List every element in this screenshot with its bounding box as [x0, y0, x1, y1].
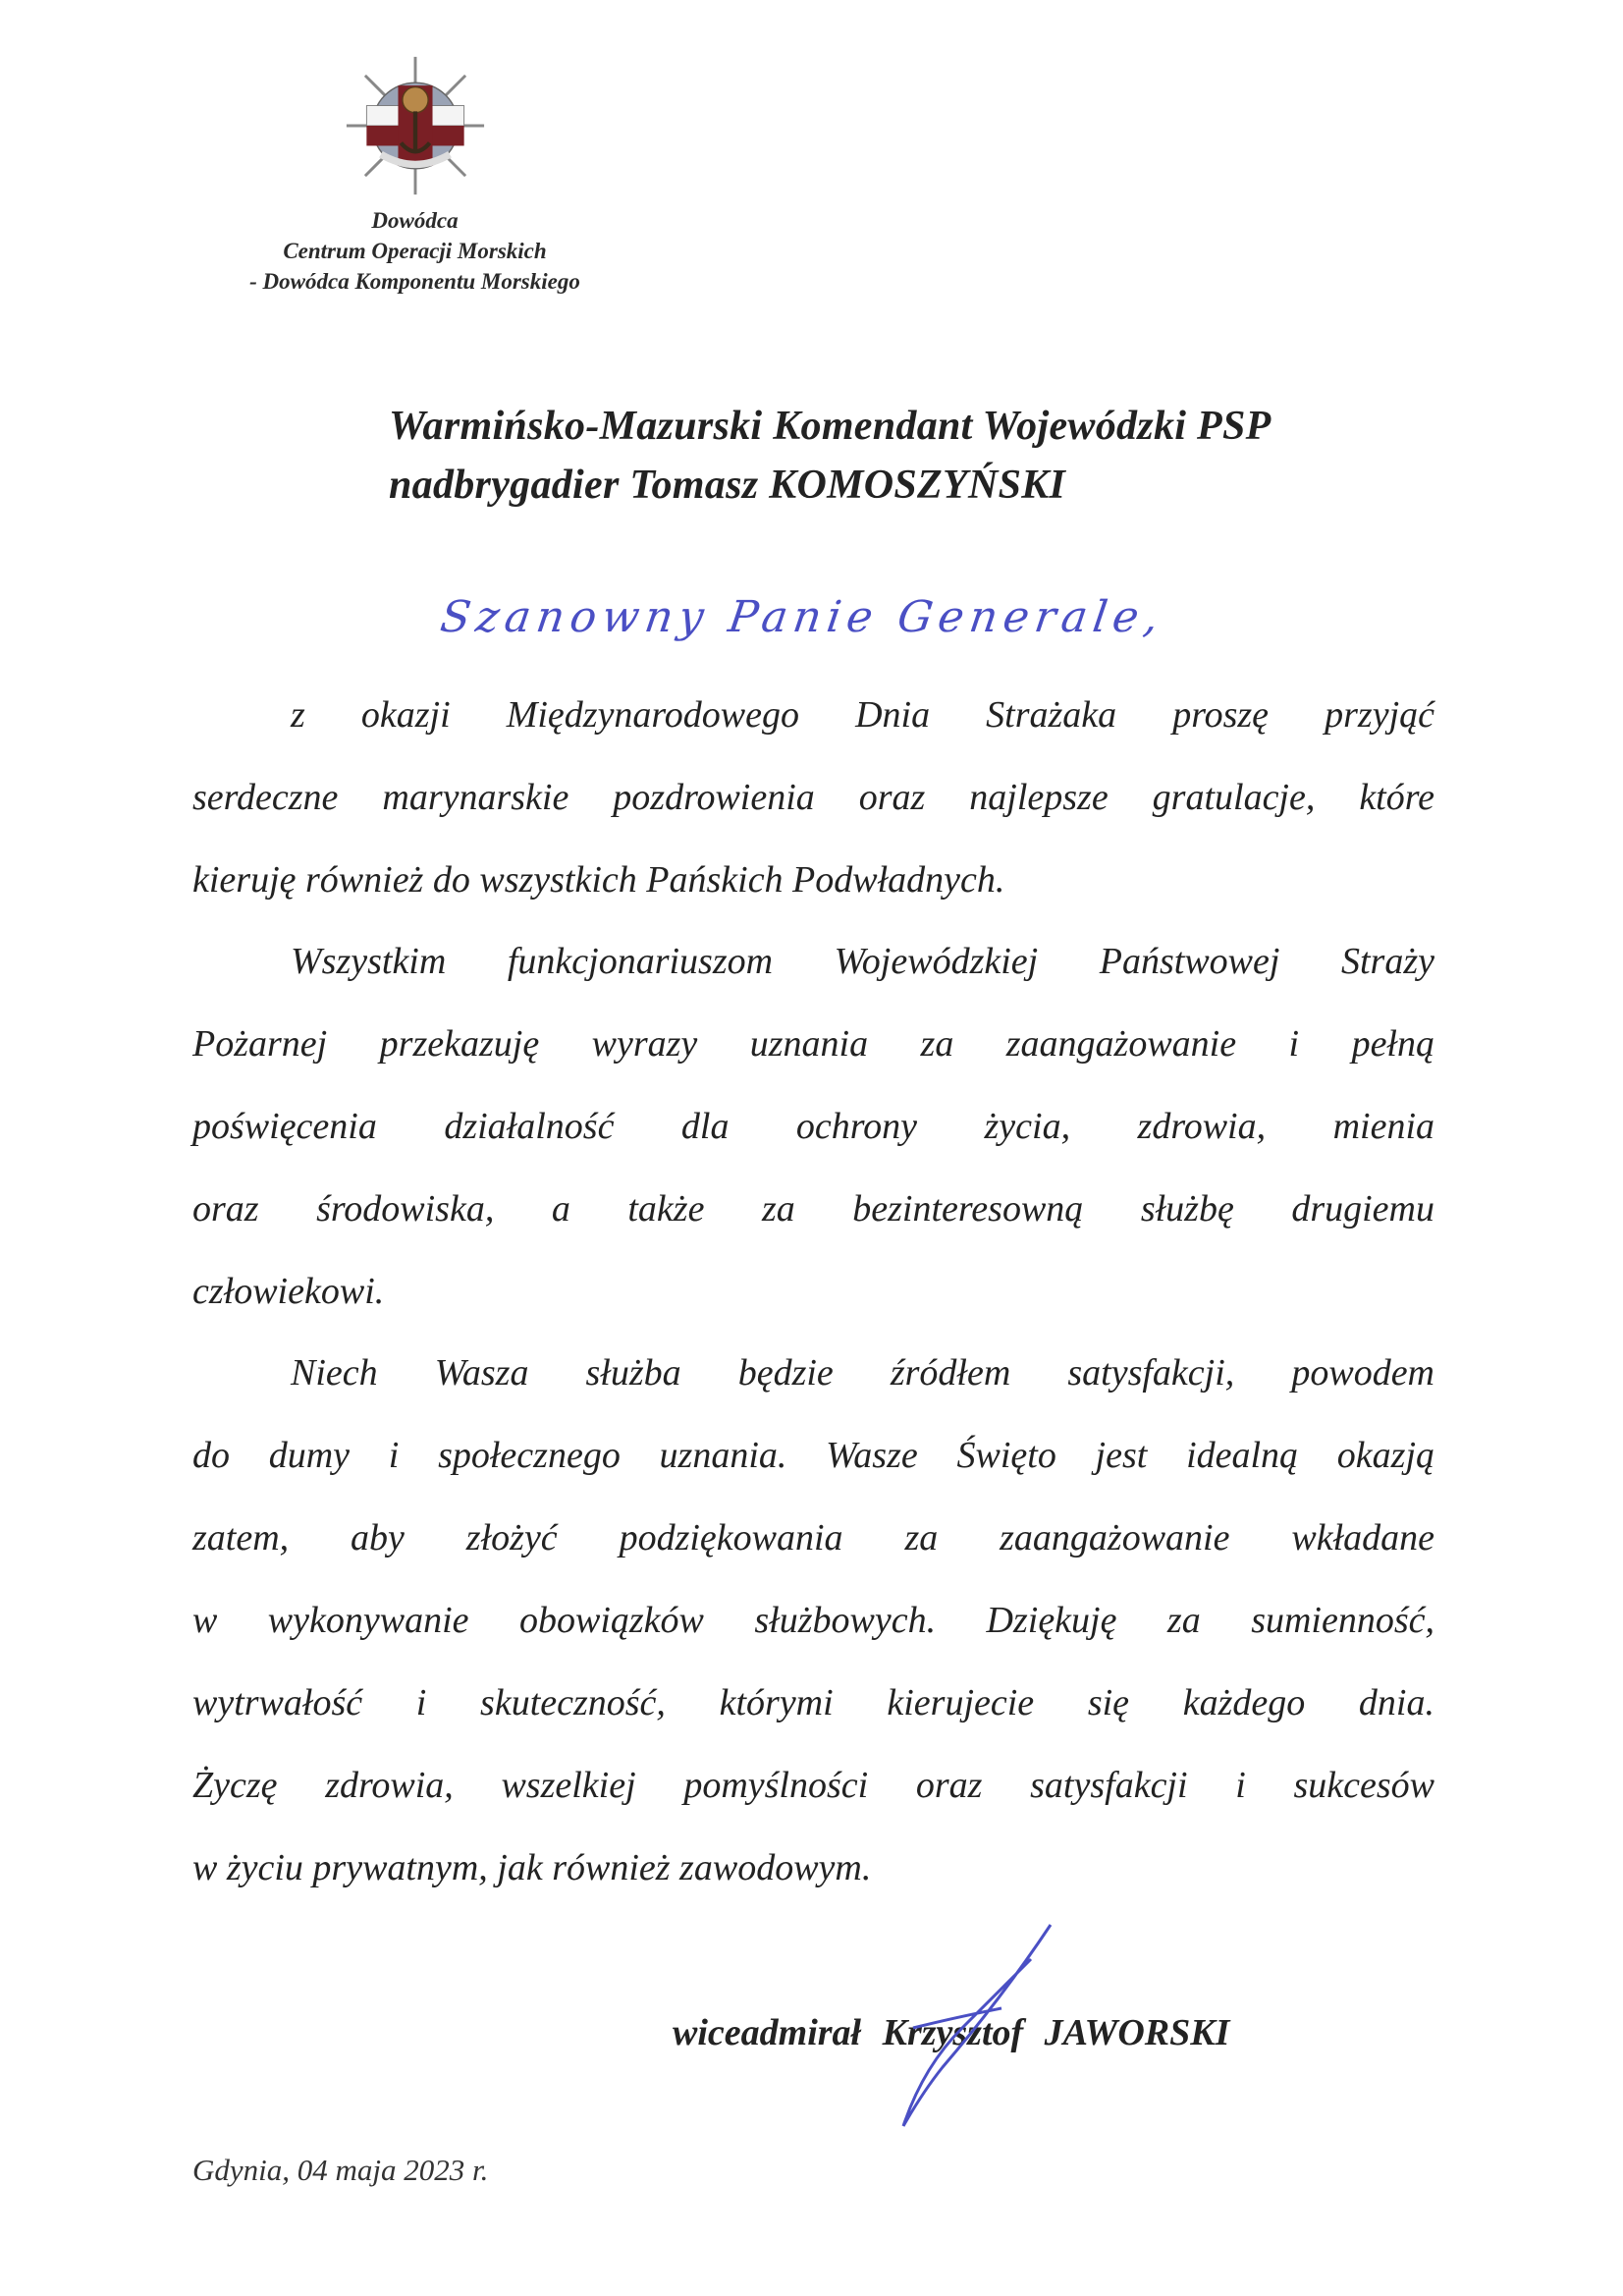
date-place: Gdynia, 04 maja 2023 r.	[192, 2153, 489, 2187]
body-line: do dumy i społecznego uznania. Wasze Święto jest idealną okazją	[192, 1435, 1434, 1476]
body-line: w wykonywanie obowiązków służbowych. Dziękuję za sumienność,	[192, 1600, 1434, 1641]
handwritten-signature	[884, 1920, 1080, 2136]
sender-unit: Centrum Operacji Morskich	[283, 239, 547, 263]
body-line: Pożarnej przekazuję wyrazy uznania za zaangażowanie i pełną	[192, 1023, 1434, 1065]
body-line: Wszystkim funkcjonariuszom Wojewódzkiej Państwowej Straży	[291, 941, 1434, 982]
body-line: poświęcenia działalność dla ochrony życia, zdrowia, mienia	[192, 1106, 1434, 1147]
emblem-logo	[344, 54, 487, 197]
sender-component: - Dowódca Komponentu Morskiego	[249, 269, 580, 294]
recipient-name: nadbrygadier Tomasz KOMOSZYŃSKI	[389, 463, 1066, 508]
body-line: z okazji Międzynarodowego Dnia Strażaka proszę przyjąć	[291, 694, 1434, 736]
body-line: kieruję również do wszystkich Pańskich Podwładnych.	[192, 859, 1005, 901]
signer-name: wiceadmirał Krzysztof JAWORSKI	[673, 2012, 1230, 2053]
handwritten-salutation: Szanowny Panie Generale,	[437, 592, 1168, 642]
body-line: wytrwałość i skuteczność, którymi kierujecie się każdego dnia.	[192, 1682, 1434, 1723]
body-line: oraz środowiska, a także za bezinteresowną służbę drugiemu	[192, 1188, 1434, 1230]
body-line: człowiekowi.	[192, 1271, 385, 1312]
body-line: Niech Wasza służba będzie źródłem satysfakcji, powodem	[291, 1352, 1434, 1394]
body-line: Życzę zdrowia, wszelkiej pomyślności oraz satysfakcji i sukcesów	[192, 1765, 1434, 1806]
recipient-title: Warmińsko-Mazurski Komendant Wojewódzki PSP	[389, 404, 1271, 449]
body-line: serdeczne marynarskie pozdrowienia oraz najlepsze gratulacje, które	[192, 777, 1434, 818]
sender-title: Dowódca	[371, 208, 459, 233]
body-line: w życiu prywatnym, jak również zawodowym.	[192, 1847, 872, 1888]
body-line: zatem, aby złożyć podziękowania za zaangażowanie wkładane	[192, 1517, 1434, 1558]
